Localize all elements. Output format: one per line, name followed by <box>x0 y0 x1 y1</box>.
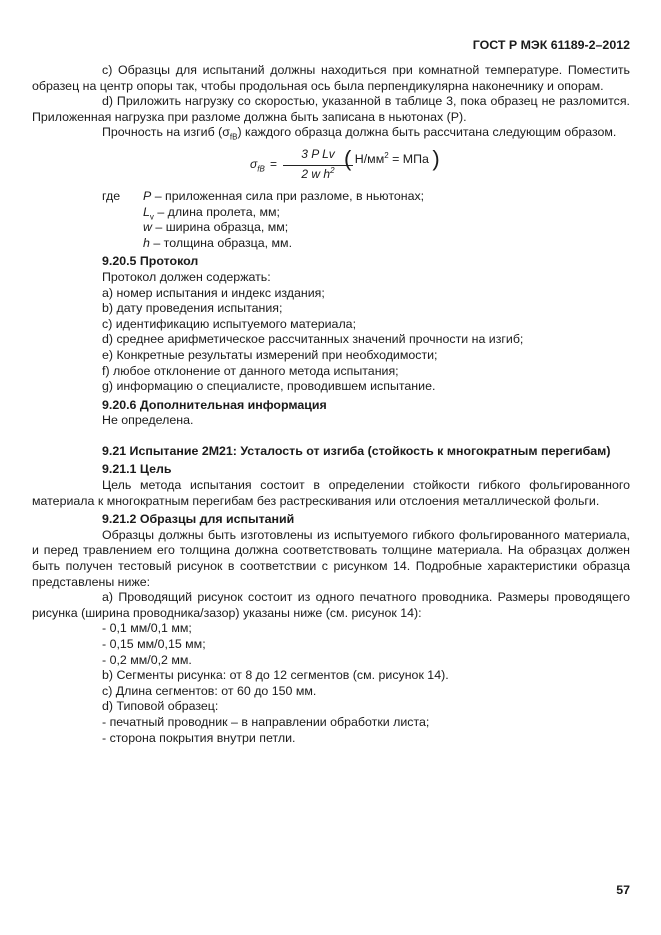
document-header: ГОСТ Р МЭК 61189-2–2012 <box>472 38 630 52</box>
list-item: - 0,15 мм/0,15 мм; <box>102 637 206 651</box>
variable-legend <box>32 189 630 251</box>
list-item: c) идентификацию испытуемого материала; <box>102 316 357 331</box>
list-item: - печатный проводник – в направлении обработки листа; <box>102 714 430 729</box>
list-item: f) любое отклонение от данного метода испытания; <box>102 363 399 378</box>
page-number: 57 <box>616 883 630 897</box>
where-label: где <box>102 188 121 203</box>
formula-equals: = <box>270 156 278 171</box>
list-item: - 0,2 мм/0,2 мм. <box>102 652 192 667</box>
formula-units: ( $Н/мм^2$ = МПа ) <box>344 145 440 171</box>
variable-item: w – ширина образца, мм; <box>143 220 289 235</box>
section-heading-9-20-6: 9.20.6 Дополнительная информация <box>102 397 327 412</box>
paragraph-strength: Прочность на изгиб $(\sigma_{fB})$ каждого образца должна быть рассчитана следующим образом. <box>102 125 617 142</box>
list-item: b) Сегменты рисунка: от 8 до 12 сегментов (см. рисунок 14). <box>102 668 449 683</box>
section-heading-9-21-1: 9.21.1 Цель <box>102 462 172 477</box>
paragraph: Образцы должны быть изготовлены из испытуемого гибкого фольгированного материала, и перед травлением его толщина должна соответствовать толщине материала. На образцах должен быть получен тестовый рисунок в соответствии с рисунком 14. Подробные характеристики образца представлены ниже: <box>32 527 630 589</box>
variable-item: $L_v$ – длина пролета, мм; <box>143 204 280 222</box>
list-item: g) информацию о специалисте, проводившем испытание. <box>102 379 436 394</box>
variable-list <box>143 189 424 251</box>
variable-item: P – приложенная сила при разломе, в ньютонах; <box>143 188 425 203</box>
variable-item: h – толщина образца, мм. <box>143 235 293 250</box>
paragraph-c: c) Образцы для испытаний должны находиться при комнатной температуре. Поместить образец на центр опоры так, чтобы продольная ось была перпендикулярна наконечнику и опорам. <box>32 63 630 93</box>
protocol-intro: Протокол должен содержать: <box>102 269 271 284</box>
paragraph: a) Проводящий рисунок состоит из одного печатного проводника. Размеры проводящего рисунка (ширина проводника/зазор) указаны ниже (см. рисунок 14): <box>32 590 630 620</box>
formula-sigma: $\sigma_{fB}$ <box>250 156 265 174</box>
list-item: b) дату проведения испытания; <box>102 301 283 316</box>
list-item: d) Типовой образец: <box>102 699 219 714</box>
section-heading-9-21-2: 9.21.2 Образцы для испытаний <box>102 512 295 527</box>
list-item: d) среднее арифметическое рассчитанных значений прочности на изгиб; <box>102 332 524 347</box>
list-item: - 0,1 мм/0,1 мм; <box>102 621 192 636</box>
list-item: - сторона покрытия внутри петли. <box>102 730 296 745</box>
formula-numerator: 3 P Lv <box>283 147 353 166</box>
page-content <box>32 63 630 746</box>
list-item: c) Длина сегментов: от 60 до 150 мм. <box>102 683 317 698</box>
formula-fraction <box>283 147 353 182</box>
list-item: e) Конкретные результаты измерений при необходимости; <box>102 347 438 362</box>
formula-denominator: 2 w $h^2$ <box>301 165 335 181</box>
section-heading-9-21: 9.21 Испытание 2М21: Усталость от изгиба (стойкость к многократным перегибам) <box>102 443 611 458</box>
paragraph: Не определена. <box>102 413 194 428</box>
paragraph-d: d) Приложить нагрузку со скоростью, указанной в таблице 3, пока образец не разломится. Приложенная нагрузка при разломе должна быть записана в ньютонах (P). <box>32 94 630 124</box>
section-heading-9-20-5: 9.20.5 Протокол <box>102 254 199 269</box>
list-item: a) номер испытания и индекс издания; <box>102 285 325 300</box>
bending-strength-formula <box>32 143 630 185</box>
paragraph: Цель метода испытания состоит в определении стойкости гибкого фольгированного материала к многократным перегибам без растрескивания или отслоения металлической фольги. <box>32 478 630 508</box>
